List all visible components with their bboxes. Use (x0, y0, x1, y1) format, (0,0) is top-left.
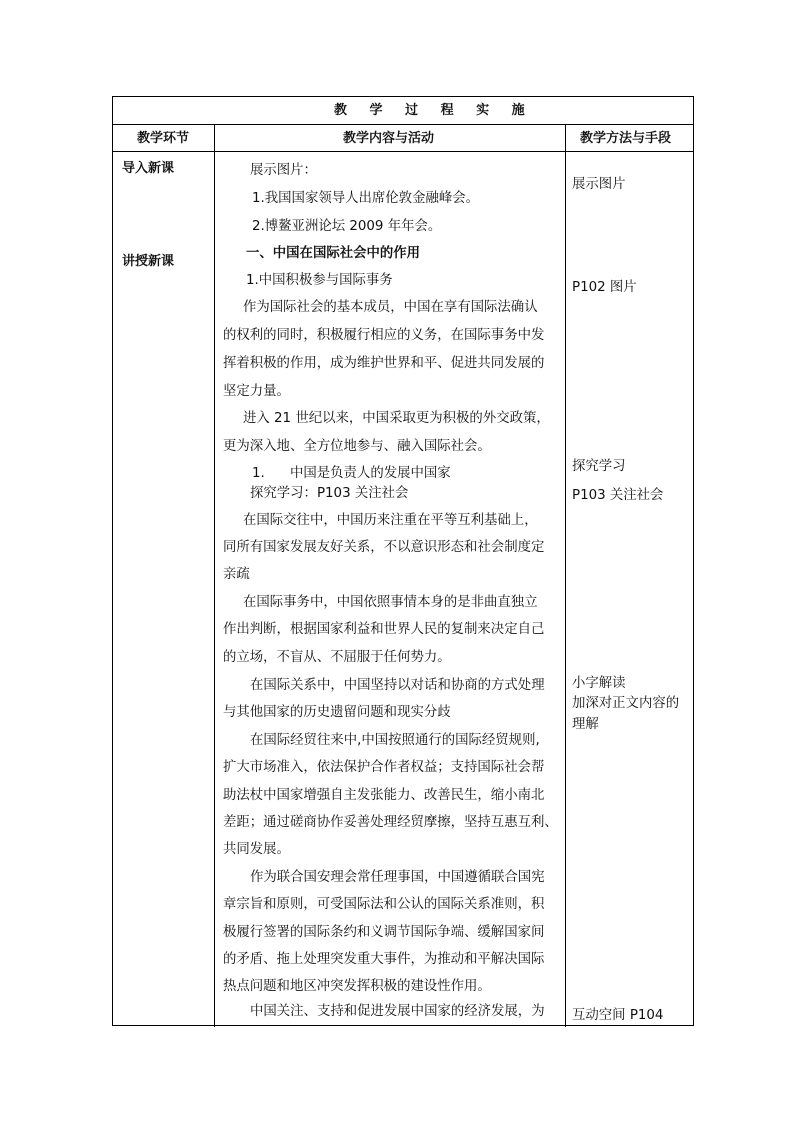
method-note: 探究学习 (572, 459, 626, 474)
content-line: 作出判断，根据国家利益和世界人民的复制来决定自己 (223, 622, 545, 637)
teaching-process-table (112, 96, 694, 1026)
method-note: 互动空间 P104 (572, 1008, 664, 1023)
method-note: 小字解读 (572, 676, 626, 691)
content-line: 作为联合国安理会常任理事国，中国遵循联合国宪 (250, 870, 545, 885)
section-heading: 一、中国在国际社会中的作用 (246, 246, 421, 261)
content-line: 更为深入地、全方位地参与、融入国际社会。 (223, 439, 491, 454)
table-title: 教 学 过 程 实 施 (334, 103, 534, 118)
content-line: 在国际事务中，中国依照事情本身的是非曲直独立 (243, 595, 538, 610)
content-line: 的立场，不盲从、不屈服于任何势力。 (223, 650, 451, 665)
content-line: 的矛盾、拖上处理突发重大事件，为推动和平解决国际 (223, 952, 545, 967)
content-line: 亲疏 (223, 567, 250, 582)
content-line: 共同发展。 (223, 842, 290, 857)
row-divider (113, 151, 693, 152)
content-line: 极履行签署的国际条约和义调节国际争端、缓解国家间 (223, 925, 545, 940)
header-stage: 教学环节 (137, 131, 190, 146)
content-line: 与其他国家的历史遗留问题和现实分歧 (223, 705, 451, 720)
content-line: 在国际交往中，中国历来注重在平等互利基础上， (243, 513, 538, 528)
list-number: 1. (252, 466, 265, 481)
stage-teaching: 讲授新课 (122, 254, 175, 269)
content-line: 探究学习：P103 关注社会 (250, 486, 409, 501)
method-note: 加深对正文内容的 (572, 696, 680, 711)
content-line: 在国际关系中，中国坚持以对话和协商的方式处理 (250, 678, 545, 693)
content-line: 中国关注、支持和促进发展中国家的经济发展，为 (250, 1004, 545, 1019)
column-divider (214, 124, 215, 1027)
content-line: 热点问题和地区冲突发挥积极的建设性作用。 (223, 979, 491, 994)
header-content: 教学内容与活动 (343, 131, 435, 146)
method-note: 理解 (572, 717, 599, 732)
content-line: 1.中国积极参与国际事务 (246, 273, 393, 288)
header-method: 教学方法与手段 (580, 131, 672, 146)
content-line: 助法杖中国家增强自主发张能力、改善民生，缩小南北 (223, 788, 545, 803)
content-line: 作为国际社会的基本成员，中国在享有国际法确认 (243, 300, 538, 315)
method-note: P102 图片 (572, 280, 637, 295)
content-line: 1.我国国家领导人出席伦敦金融峰会。 (252, 191, 480, 206)
content-line: 2.博鳌亚洲论坛 2009 年年会。 (252, 219, 442, 234)
row-divider (113, 124, 693, 125)
content-line: 中国是负责人的发展中国家 (290, 466, 451, 481)
content-line: 在国际经贸往来中,中国按照通行的国际经贸规则, (250, 733, 540, 748)
content-line: 坚定力量。 (223, 384, 290, 399)
content-line: 差距；通过磋商协作妥善处理经贸摩擦，坚持互惠互利、 (223, 815, 558, 830)
column-divider (565, 124, 566, 1027)
content-line: 展示图片： (250, 163, 317, 178)
content-line: 进入 21 世纪以来，中国采取更为积极的外交政策， (243, 411, 550, 426)
content-line: 挥着积极的作用，成为维护世界和平、促进共同发展的 (223, 356, 545, 371)
method-note: P103 关注社会 (572, 488, 664, 503)
content-line: 同所有国家发展友好关系，不以意识形态和社会制度定 (223, 540, 545, 555)
content-line: 的权利的同时，积极履行相应的义务，在国际事务中发 (223, 328, 545, 343)
method-note: 展示图片 (572, 177, 626, 192)
content-line: 扩大市场准入，依法保护合作者权益；支持国际社会帮 (223, 760, 545, 775)
stage-intro: 导入新课 (122, 161, 175, 176)
content-line: 章宗旨和原则，可受国际法和公认的国际关系准则，积 (223, 897, 545, 912)
